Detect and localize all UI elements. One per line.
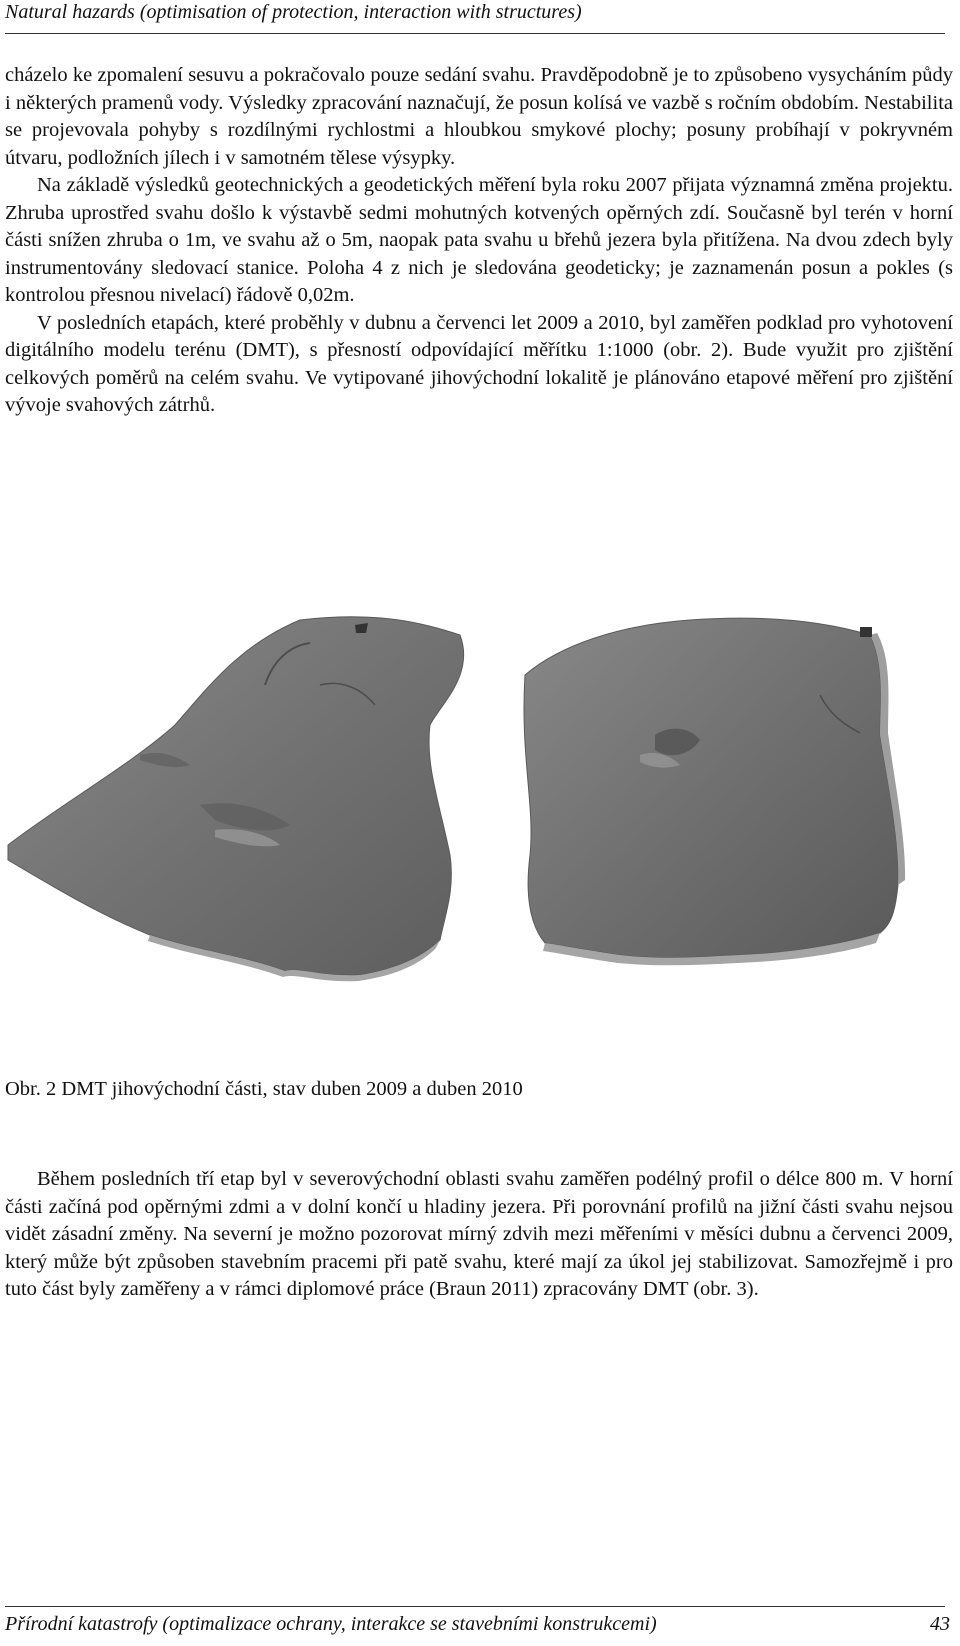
dmt-model-2010 — [524, 618, 905, 965]
header-rule — [5, 33, 945, 34]
running-footer — [5, 1612, 950, 1636]
running-header: Natural hazards (optimisation of protection, interaction with structures) — [5, 1, 582, 23]
figure-caption: Obr. 2 DMT jihovýchodní části, stav duben 2009 a duben 2010 — [5, 1078, 523, 1100]
footer-rule — [5, 1606, 945, 1607]
dmt-model-2009 — [8, 617, 464, 982]
text-block-top — [5, 62, 953, 420]
dmt-renderings — [0, 615, 960, 1055]
page-number: 43 — [930, 1613, 950, 1635]
text-block-bottom — [5, 1166, 953, 1304]
footer-title: Přírodní katastrofy (optimalizace ochrany, interakce se stavebními konstrukcemi) — [5, 1613, 657, 1635]
paragraph: Během posledních tří etap byl v severovýchodní oblasti svahu zaměřen podélný profil o délce 800 m. V horní části začíná pod opěrnými zdmi a v dolní končí u hladiny jezera. Při porovnání profilů na jižní části svahu nejsou vidět zásadní změny. Na severní je možno pozorovat mírný zdvih mezi měřeními v měsíci dubnu a červenci 2009, který může být způsoben stavebním pracemi při patě svahu, které mají za úkol jej stabilizovat. Samozřejmě i pro tuto část byly zaměřeny a v rámci diplomové práce (Braun 2011) zpracovány DMT (obr. 3). — [5, 1168, 953, 1300]
figure-dmt — [0, 615, 960, 1055]
paragraph: V posledních etapách, které proběhly v dubnu a červenci let 2009 a 2010, byl zaměřen podklad pro vyhotovení digitálního modelu terénu (DMT), s přesností odpovídající měřítku 1:1000 (obr. 2). Bude využit pro zjištění celkových poměrů na celém svahu. Ve vytipované jihovýchodní lokalitě je plánováno etapové měření pro zjištění vývoje svahových zátrhů. — [5, 311, 953, 416]
paragraph: Na základě výsledků geotechnických a geodetických měření byla roku 2007 přijata významná změna projektu. Zhruba uprostřed svahu došlo k výstavbě sedmi mohutných kotvených opěrných zdí. Současně byl terén v horní části snížen zhruba o 1m, ve svahu až o 5m, naopak pata svahu u břehů jezera byla přitížena. Na dvou zdech byly instrumentovány sledovací stanice. Poloha 4 z nich je sledována geodeticky; je zaznamenán posun a pokles (s kontrolou přesnou nivelací) řádově 0,02m. — [5, 174, 953, 306]
paragraph: cházelo ke zpomalení sesuvu a pokračovalo pouze sedání svahu. Pravděpodobně je to způsobeno vysycháním půdy i některých pramenů vody. Výsledky zpracování naznačují, že posun kolísá ve vazbě s ročním obdobím. Nestabilita se projevovala pohyby s rozdílnými rychlostmi a hloubkou smykové plochy; posuny probíhají v pokryvném útvaru, podložních jílech i v samotném tělese výsypky. — [5, 64, 953, 169]
